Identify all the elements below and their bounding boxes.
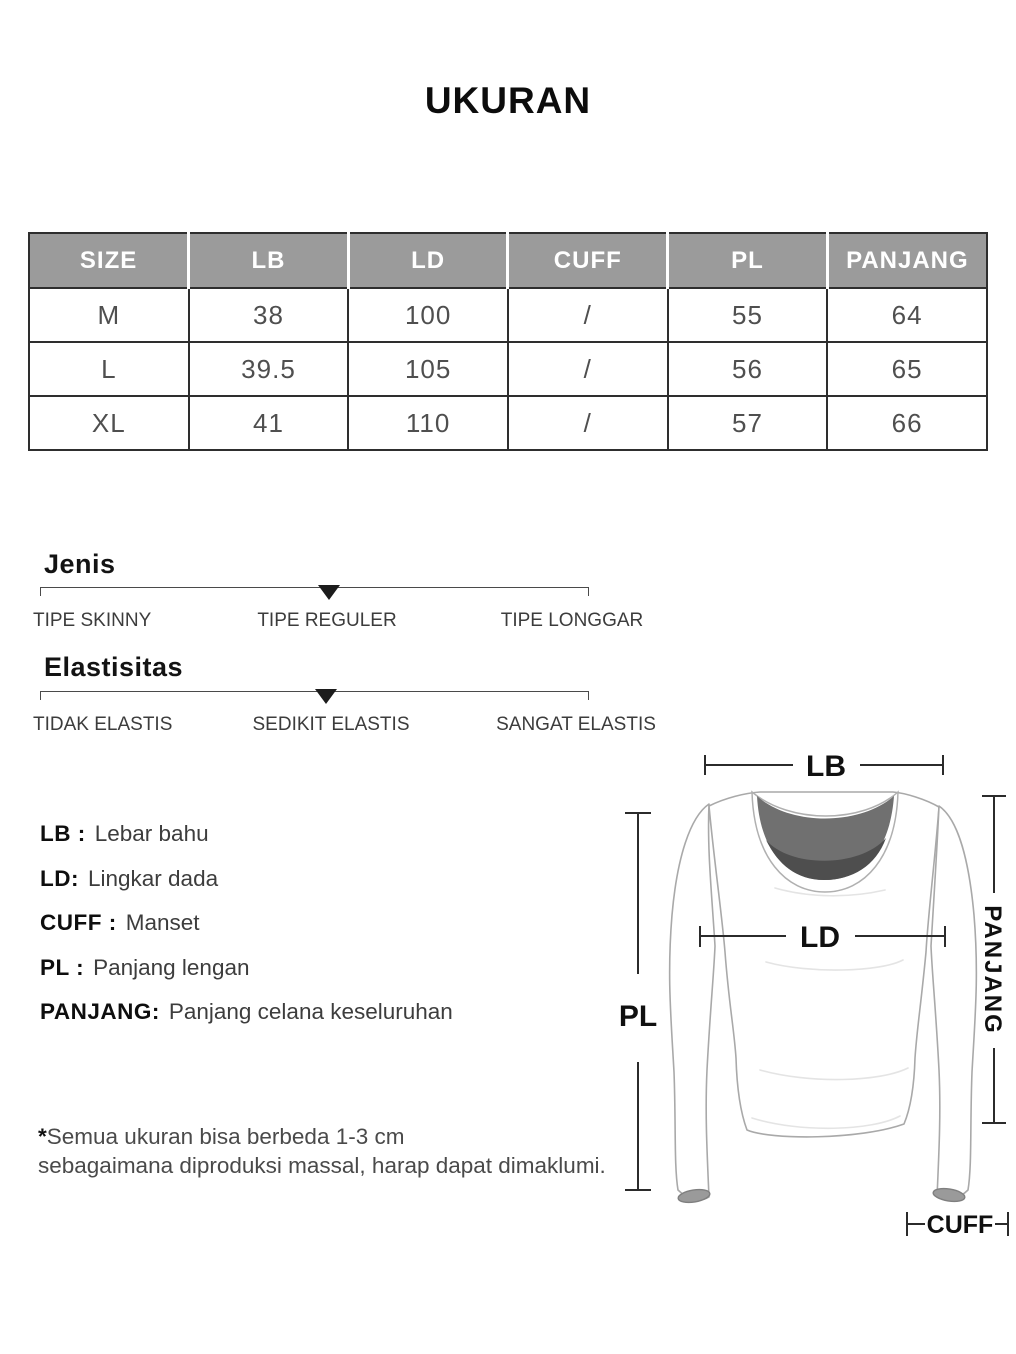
cell-size: M (29, 288, 189, 342)
legend-definition: Lingkar dada (88, 865, 219, 891)
legend-item-lb (40, 812, 453, 857)
cell-pl: 57 (668, 396, 828, 450)
column-header-size: SIZE (29, 233, 189, 288)
legend-definition: Manset (125, 910, 200, 936)
elastisitas-option-tidak: TIDAK ELASTIS (33, 714, 173, 735)
lb-label: LB (806, 750, 846, 783)
elastisitas-heading: Elastisitas (44, 652, 184, 682)
pl-measurement (619, 813, 657, 1190)
legend-term: PANJANG: (40, 999, 160, 1025)
legend-item-panjang (40, 990, 453, 1035)
cell-ld: 100 (348, 288, 508, 342)
shirt-right-sleeve (931, 806, 976, 1200)
cell-cuff: / (508, 288, 668, 342)
jenis-slider-track (40, 587, 589, 597)
column-header-ld: LD (348, 233, 508, 288)
panjang-measurement (979, 796, 1006, 1123)
column-header-pl: PL (668, 233, 828, 288)
elastisitas-option-sedikit: SEDIKIT ELASTIS (252, 714, 410, 735)
legend-term: LB : (40, 821, 86, 847)
size-table (28, 232, 988, 451)
jenis-marker-triangle-icon (318, 585, 340, 600)
cell-panjang: 64 (827, 288, 987, 342)
shirt-left-sleeve (670, 804, 715, 1200)
legend-definition: Lebar bahu (94, 821, 209, 847)
cell-panjang: 65 (827, 342, 987, 396)
lb-measurement (705, 750, 943, 783)
cell-panjang: 66 (827, 396, 987, 450)
jenis-option-longgar: TIPE LONGGAR (500, 610, 644, 631)
column-header-panjang: PANJANG (827, 233, 987, 288)
pl-label: PL (618, 1000, 658, 1033)
cell-pl: 56 (668, 342, 828, 396)
cell-pl: 55 (668, 288, 828, 342)
table-row (29, 288, 987, 342)
cell-lb: 39.5 (189, 342, 349, 396)
table-row (29, 396, 987, 450)
cuff-label: CUFF (926, 1211, 994, 1239)
ld-label: LD (800, 921, 840, 954)
legend-definition: Panjang celana keseluruhan (168, 999, 453, 1025)
jenis-heading: Jenis (44, 549, 116, 579)
cell-ld: 105 (348, 342, 508, 396)
legend-item-pl (40, 946, 453, 991)
size-table-header (29, 233, 987, 288)
legend-item-cuff (40, 901, 453, 946)
legend-term: PL : (40, 954, 85, 980)
panjang-label: PANJANG (979, 905, 1006, 1035)
elastisitas-marker-triangle-icon (315, 689, 337, 704)
footnote (38, 1122, 606, 1180)
footnote-asterisk: * (38, 1124, 47, 1149)
page-title: UKURAN (424, 80, 592, 121)
cuff-measurement (907, 1211, 1008, 1239)
shirt-measurement-diagram (600, 738, 1016, 1262)
column-header-cuff: CUFF (508, 233, 668, 288)
legend-term: CUFF : (40, 910, 117, 936)
cell-size: XL (29, 396, 189, 450)
cell-cuff: / (508, 396, 668, 450)
measurement-legend (40, 812, 453, 1035)
cell-size: L (29, 342, 189, 396)
column-header-lb: LB (189, 233, 349, 288)
footnote-line-1: *Semua ukuran bisa berbeda 1-3 cm (38, 1124, 405, 1149)
jenis-option-reguler: TIPE REGULER (257, 610, 397, 631)
legend-item-ld (40, 857, 453, 902)
footnote-line-2: sebagaimana diproduksi massal, harap dapat dimaklumi. (38, 1153, 606, 1178)
cell-ld: 110 (348, 396, 508, 450)
table-header-row (29, 233, 987, 288)
legend-definition: Panjang lengan (93, 954, 250, 980)
cell-cuff: / (508, 342, 668, 396)
legend-term: LD: (40, 865, 79, 891)
cell-lb: 41 (189, 396, 349, 450)
cell-lb: 38 (189, 288, 349, 342)
elastisitas-option-sangat: SANGAT ELASTIS (496, 714, 656, 735)
jenis-option-skinny: TIPE SKINNY (33, 610, 152, 631)
table-row (29, 342, 987, 396)
